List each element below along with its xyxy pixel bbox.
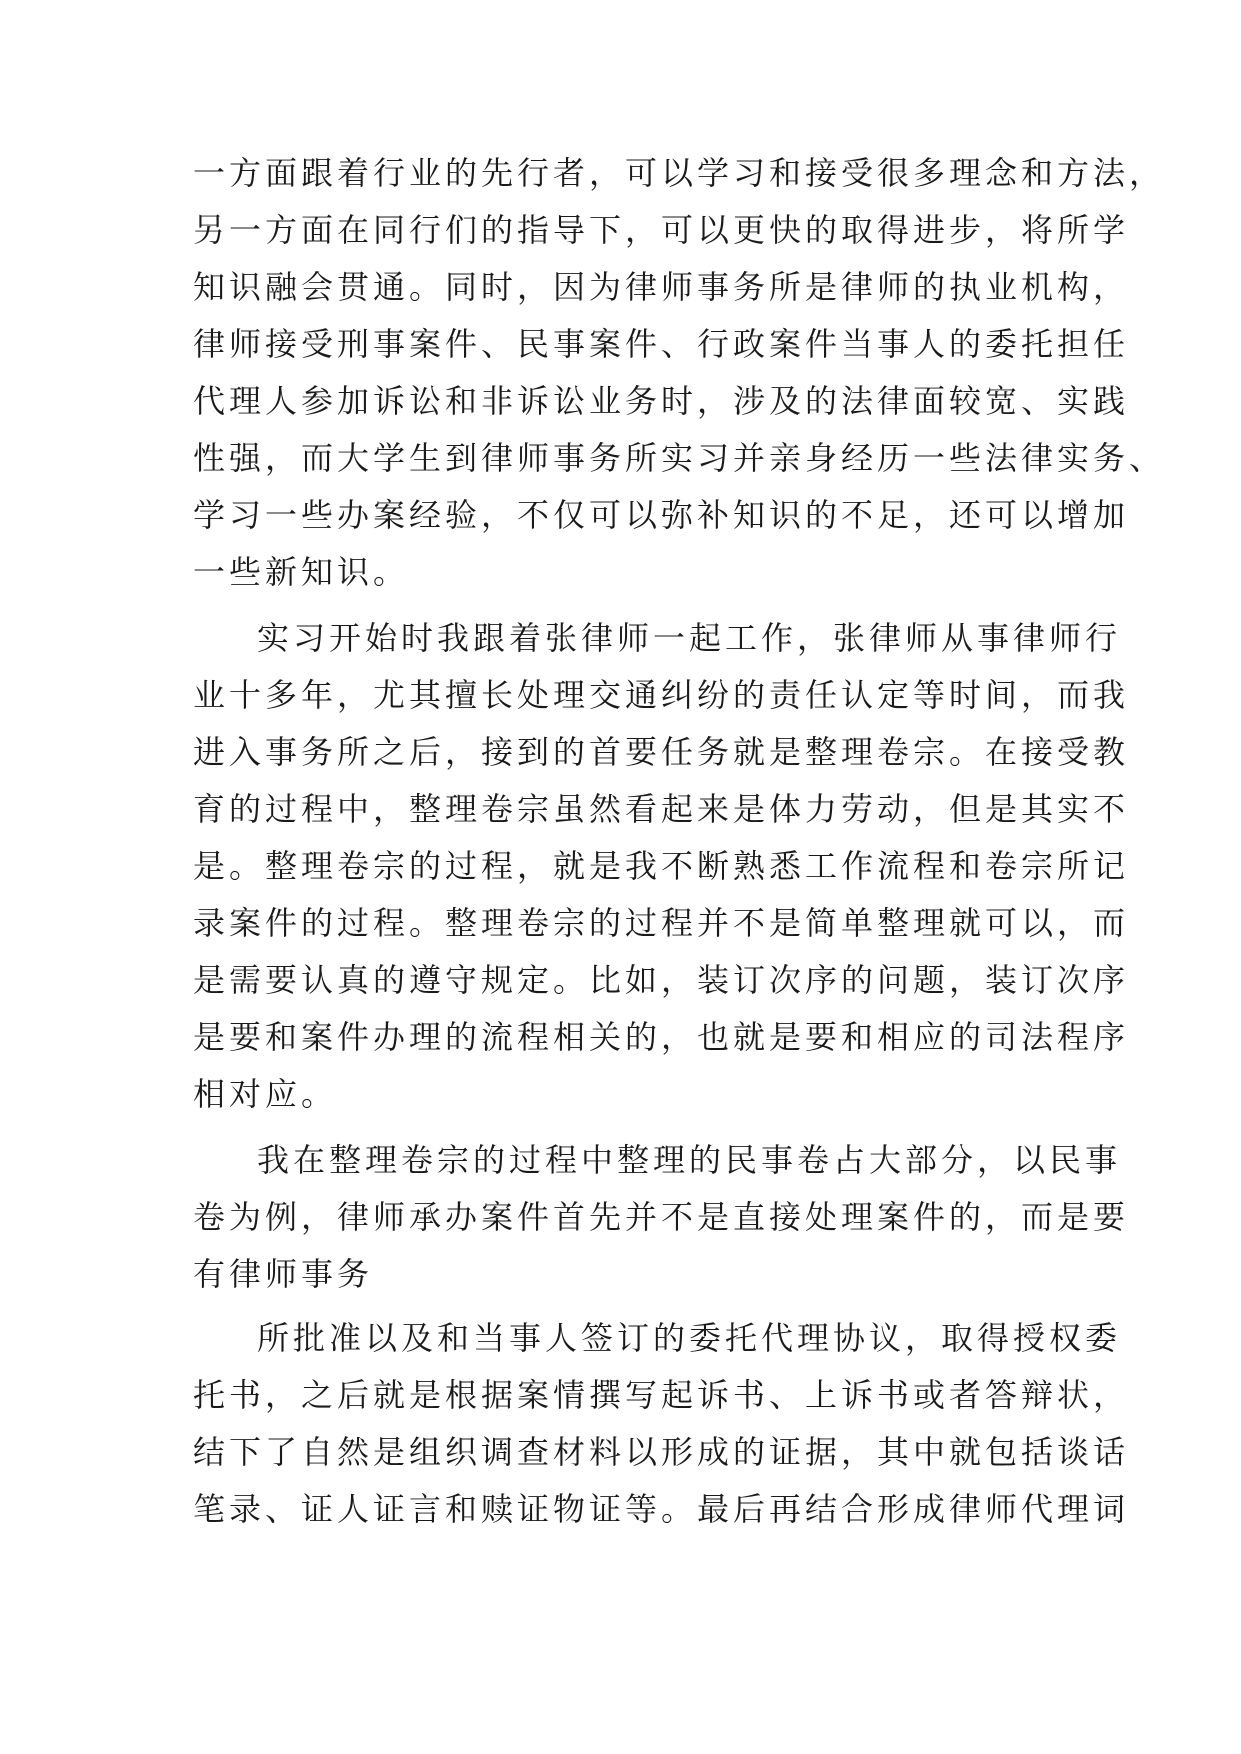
text-line: 录案件的过程。整理卷宗的过程并不是简单整理就可以，而 <box>193 904 1130 942</box>
text-line: 知识融会贯通。同时，因为律师事务所是律师的执业机构， <box>193 268 1130 306</box>
text-line: 相对应。 <box>193 1075 338 1113</box>
text-line: 学习一些办案经验，不仅可以弥补知识的不足，还可以增加 <box>193 496 1130 534</box>
text-line: 代理人参加诉讼和非诉讼业务时，涉及的法律面较宽、实践 <box>193 382 1130 420</box>
text-line: 是要和案件办理的流程相关的，也就是要和相应的司法程序 <box>193 1018 1130 1056</box>
text-line: 律师接受刑事案件、民事案件、行政案件当事人的委托担任 <box>193 325 1130 363</box>
text-line: 笔录、证人证言和赎证物证等。最后再结合形成律师代理词 <box>193 1490 1130 1528</box>
text-line: 卷为例，律师承办案件首先并不是直接处理案件的，而是要 <box>193 1198 1130 1236</box>
text-line: 一方面跟着行业的先行者，可以学习和接受很多理念和方法， <box>193 154 1166 192</box>
text-line: 性强，而大学生到律师事务所实习并亲身经历一些法律实务、 <box>193 439 1166 477</box>
text-line: 一些新知识。 <box>193 553 410 591</box>
text-line: 业十多年，尤其擅长处理交通纠纷的责任认定等时间，而我 <box>193 676 1130 714</box>
text-line: 育的过程中，整理卷宗虽然看起来是体力劳动，但是其实不 <box>193 790 1130 828</box>
text-line: 是。整理卷宗的过程，就是我不断熟悉工作流程和卷宗所记 <box>193 847 1130 885</box>
text-line: 另一方面在同行们的指导下，可以更快的取得进步，将所学 <box>193 211 1130 249</box>
paragraph-first-line: 实习开始时我跟着张律师一起工作，张律师从事律师行 <box>257 619 1122 657</box>
text-line: 是需要认真的遵守规定。比如，装订次序的问题，装订次序 <box>193 961 1130 999</box>
text-line: 托书，之后就是根据案情撰写起诉书、上诉书或者答辩状， <box>193 1376 1130 1414</box>
text-line: 结下了自然是组织调查材料以形成的证据，其中就包括谈话 <box>193 1433 1130 1471</box>
paragraph-first-line: 所批准以及和当事人签订的委托代理协议，取得授权委 <box>257 1319 1122 1357</box>
text-line: 进入事务所之后，接到的首要任务就是整理卷宗。在接受教 <box>193 733 1130 771</box>
text-line: 有律师事务 <box>193 1255 374 1293</box>
paragraph-first-line: 我在整理卷宗的过程中整理的民事卷占大部分，以民事 <box>257 1141 1122 1179</box>
